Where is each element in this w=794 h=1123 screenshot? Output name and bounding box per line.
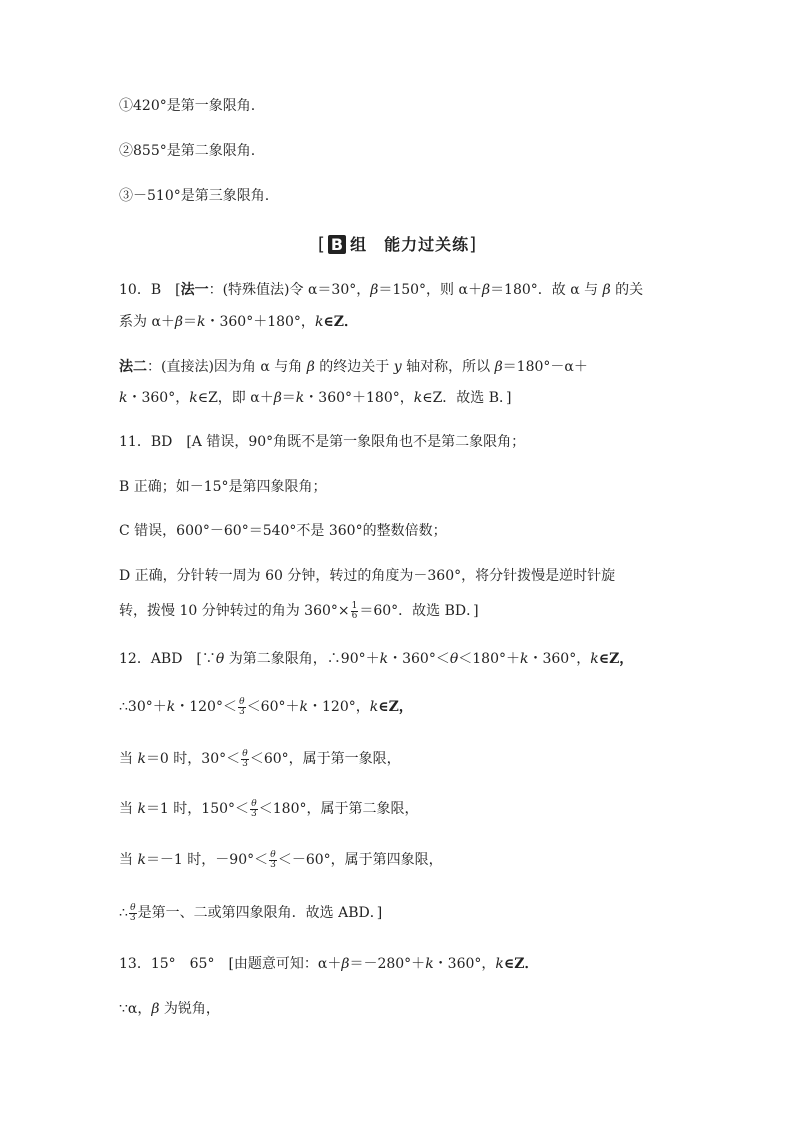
q10-line-3: 法二：(直接法)因为角 α 与角 β 的终边关于 y 轴对称，所以 β＝180°－α＋ — [119, 359, 588, 375]
answer-line-3: ③－510°是第三象限角. — [119, 188, 270, 204]
q11-line-3: C 错误，600°－60°＝540°不是 360°的整数倍数； — [119, 523, 447, 539]
q11-line-2: B 正确；如－15°是第四象限角； — [119, 479, 327, 495]
section-title: 组 能力过关练 — [350, 235, 470, 254]
q11-line-1: 11．BD [A 错误，90°角既不是第一象限角也不是第二象限角； — [119, 434, 526, 450]
q10-line-2: 系为 α＋β＝k・360°＋180°，k∈Z． — [119, 314, 359, 330]
heading-bracket-left: [ — [317, 234, 325, 255]
q12-line-5: 当 k＝－1 时，－90°＜ $\frac{\theta}{3}$ ＜－60°，属于第四象限， — [119, 849, 443, 870]
q13-line-1: 13．15° 65° [由题意可知：α＋β＝－280°＋k・360°，k∈Z． — [119, 956, 539, 972]
heading-bracket-right: ] — [469, 234, 477, 255]
q12-line-2: ∴30°＋k・120°＜ $\frac{\theta}{3}$ ＜60°＋k・120°，k∈Z， — [119, 696, 413, 717]
q12-line-3: 当 k＝0 时，30°＜ $\frac{\theta}{3}$ ＜60°，属于第一象限， — [119, 748, 401, 769]
fraction-one-sixth: $\frac{1}{6}$ — [351, 600, 358, 621]
group-badge: B — [328, 235, 346, 254]
answer-line-2: ②855°是第二象限角. — [119, 143, 256, 159]
q13-line-2: ∵α，β 为锐角， — [119, 1001, 220, 1017]
q10-line-4: k・360°，k∈Z，即 α＋β＝k・360°＋180°，k∈Z．故选 B．] — [119, 390, 512, 406]
fraction-theta-over-3: $\frac{\theta}{3}$ — [238, 696, 245, 717]
q10-line-1: 10．B [法一：(特殊值法)令 α＝30°，β＝150°，则 α＋β＝180°．故 α 与 β 的关 — [119, 282, 644, 298]
q12-line-1: 12．ABD [∵θ 为第二象限角，∴90°＋k・360°＜θ＜180°＋k・360°，k∈Z， — [119, 651, 634, 667]
q12-line-6: ∴ $\frac{\theta}{3}$ 是第一、二或第四象限角．故选 ABD．] — [119, 902, 383, 923]
q11-line-5: 转，拨慢 10 分钟转过的角为 360°× $\frac{1}{6}$ ＝60°．故选 BD．] — [119, 600, 479, 621]
section-heading — [0, 232, 794, 255]
q12-line-4: 当 k＝1 时，150°＜ $\frac{\theta}{3}$ ＜180°，属于第二象限， — [119, 798, 419, 819]
answer-line-1: ①420°是第一象限角. — [119, 98, 256, 114]
q11-line-4: D 正确，分针转一周为 60 分钟，转过的角度为－360°，将分针拨慢是逆时针旋 — [119, 568, 616, 584]
